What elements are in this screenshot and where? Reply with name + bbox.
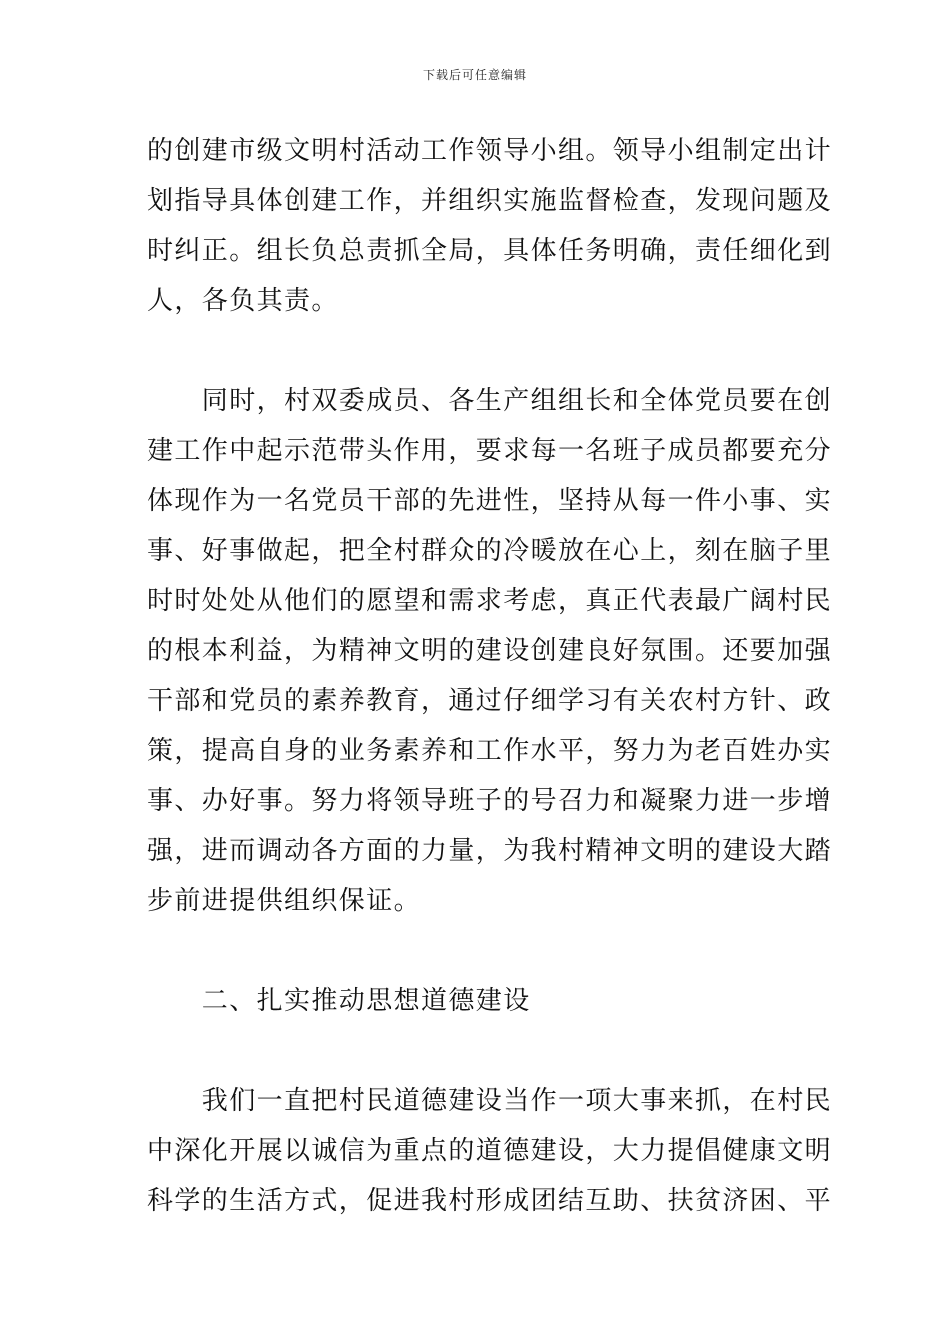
paragraph [147,1076,833,1226]
paragraph-gap [147,926,807,976]
text-line: 科学的生活方式，促进我村形成团结互助、扶贫济困、平 [147,1186,833,1216]
text-line: 强，进而调动各方面的力量，为我村精神文明的建设大踏 [147,836,833,866]
text-line: 人，各负其责。 [147,286,339,316]
text-line: 同时，村双委成员、各生产组组长和全体党员要在创 [147,386,833,416]
text-line: 步前进提供组织保证。 [147,886,422,916]
header-note: 下载后可任意编辑 [422,68,527,82]
paragraph [147,376,833,926]
text-line: 事、好事做起，把全村群众的冷暖放在心上，刻在脑子里 [147,536,833,566]
text-line: 事、办好事。努力将领导班子的号召力和凝聚力进一步增 [147,786,833,816]
paragraph-gap [147,326,807,376]
text-line: 建工作中起示范带头作用，要求每一名班子成员都要充分 [147,436,833,466]
text-line: 中深化开展以诚信为重点的道德建设，大力提倡健康文明 [147,1136,833,1166]
text-line: 我们一直把村民道德建设当作一项大事来抓，在村民 [147,1086,833,1116]
text-line: 的根本利益，为精神文明的建设创建良好氛围。还要加强 [147,636,833,666]
paragraph [147,126,833,326]
text-line: 策，提高自身的业务素养和工作水平，努力为老百姓办实 [147,736,833,766]
text-line: 的创建市级文明村活动工作领导小组。领导小组制定出计 [147,136,833,166]
text-line: 时时处处从他们的愿望和需求考虑，真正代表最广阔村民 [147,586,833,616]
text-line: 体现作为一名党员干部的先进性，坚持从每一件小事、实 [147,486,833,516]
section-heading [147,976,807,1026]
text-line: 划指导具体创建工作，并组织实施监督检查，发现问题及 [147,186,833,216]
text-line: 干部和党员的素养教育，通过仔细学习有关农村方针、政 [147,686,833,716]
paragraph-gap [147,1026,807,1076]
text-line: 时纠正。组长负总责抓全局，具体任务明确，责任细化到 [147,236,833,266]
text-line: 二、扎实推动思想道德建设 [147,986,531,1016]
page-body [147,126,833,1226]
